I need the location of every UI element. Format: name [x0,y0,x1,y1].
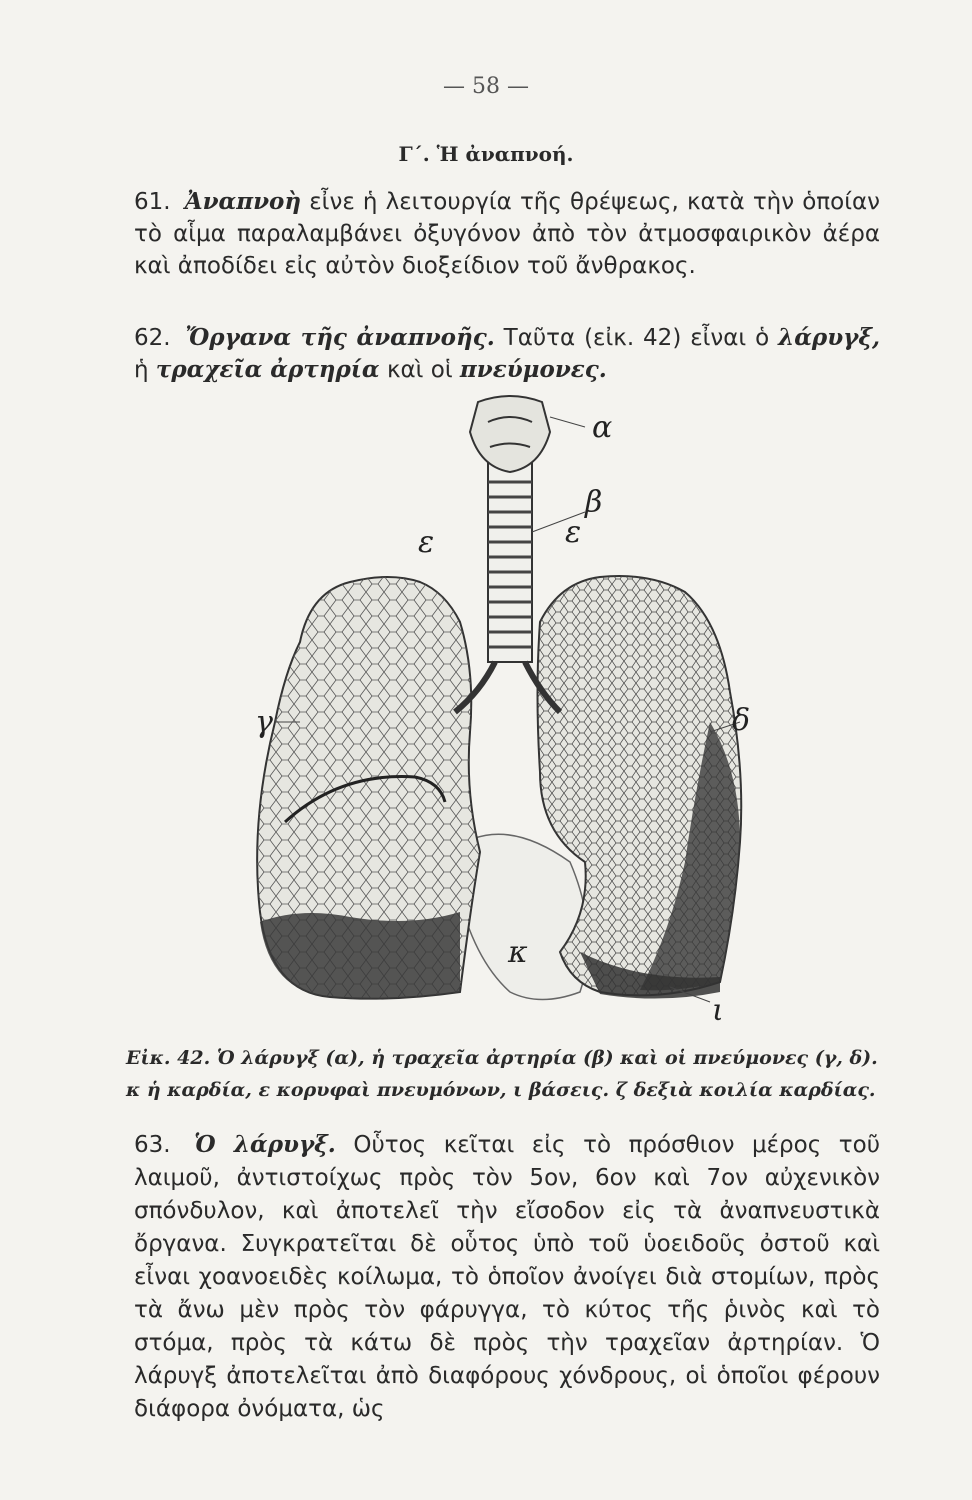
paragraph-number: 63. [134,1132,171,1158]
term-trachea: τραχεῖα ἀρτηρία [155,356,380,383]
paragraph-62 [134,322,880,386]
section-heading: Γ΄. Ἡ ἀναπνοή. [398,142,574,166]
paragraph-text: ἡ [134,357,149,383]
term-larynx: λάρυγξ, [778,324,880,351]
paragraph-number: 62. [134,325,171,351]
paragraph-text: Οὗτος κεῖται εἰς τὸ πρόσθιον μέρος τοῦ λαιμοῦ, ἀντιστοίχως πρὸς τὸν 5ον, 6ον καὶ 7ον αὐχενικὸν σπόνδυλον, καὶ ἀποτελεῖ τὴν εἴσοδον εἰς τὰ ἀναπνευστικὰ ὄργανα. Συγκρατεῖται δὲ οὗτος ὑπὸ τοῦ ὑοειδοῦς ὀστοῦ καὶ εἶναι χοανοειδὲς κοίλωμα, τὸ ὁποῖον ἀνοίγει διὰ στομίων, πρὸς τὰ ἄνω μὲν πρὸς τὸν φάρυγγα, τὸ κύτος τῆς ῥινὸς καὶ τὸ στόμα, πρὸς τὰ κάτω δὲ πρὸς τὴν τραχεῖαν ἀρτηρίαν. Ὁ λάρυγξ ἀποτελεῖται ἀπὸ διαφόρους χόνδρους, οἱ ὁποῖοι φέρουν διάφορα ὀνόματα, ὡς [134,1132,881,1422]
label-beta: β [585,485,603,520]
paragraph-text: καὶ οἱ [386,357,453,383]
larynx [470,396,550,472]
paragraph-number: 61. [134,189,171,215]
label-kappa: κ [508,935,528,970]
paragraph-term: Ὄργανα τῆς ἀναπνοῆς. [185,324,495,351]
label-epsilon-left: ε [418,525,435,560]
label-gamma: γ [255,705,273,740]
term-lungs: πνεύμονες. [459,356,607,383]
label-delta: δ [732,703,751,738]
paragraph-term: Ὁ λάρυγξ. [194,1131,336,1158]
label-iota: ι [712,993,724,1022]
left-lung [257,577,480,999]
figure-caption-line-2: κ ἡ καρδία, ε κορυφαὶ πνευμόνων, ι βάσεις. ζ δεξιὰ κοιλία καρδίας. [126,1079,876,1101]
label-alpha: α [592,410,613,445]
paragraph-63 [134,1128,880,1426]
paragraph-61 [134,186,880,282]
label-epsilon-right: ε [565,515,582,550]
lungs-illustration [240,392,760,1022]
figure-caption-line-1: Εἰκ. 42. Ὁ λάρυγξ (α), ἡ τραχεῖα ἀρτηρία (β) καὶ οἱ πνεύμονες (γ, δ). [126,1047,878,1069]
paragraph-text: Ταῦτα (εἰκ. 42) εἶναι ὁ [503,325,770,351]
page-number: — 58 — [443,74,529,99]
paragraph-text: εἶνε ἡ λειτουργία τῆς θρέψεως, κατὰ τὴν ὁποίαν τὸ αἷμα παραλαμβάνει ὀξυγόνον ἀπὸ τὸν ἀτμοσφαιρικὸν ἀέρα καὶ ἀποδίδει εἰς αὐτὸν διοξείδιον τοῦ ἄνθρακος. [134,189,881,279]
paragraph-term: Ἀναπνοὴ [184,188,302,215]
